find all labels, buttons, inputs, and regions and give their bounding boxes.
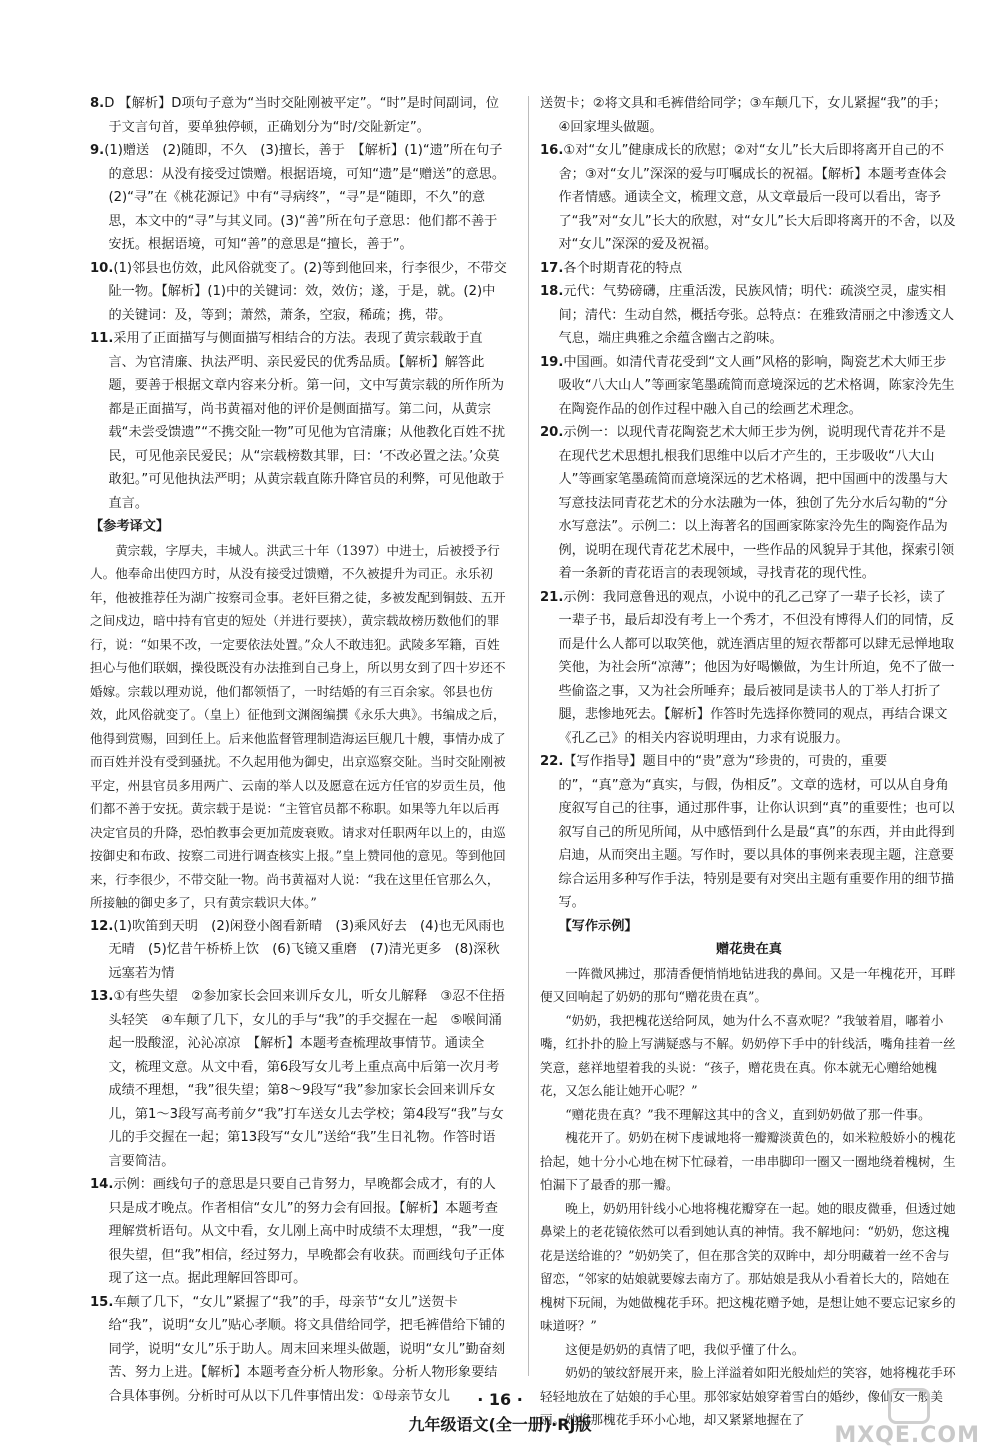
- page-footer: 九年级语文(全一册)·RJ版: [408, 1415, 592, 1434]
- answer-text: (1)赠送 (2)随即，不久 (3)擅长，善于 【解析】(1)“遗”所在句子的意思：从没有接受过馈赠。根据语境，可知“遗”是“赠送”的意思。(2)“寻”在《桃花源记》中有“寻病终”，“寻”是“随即，不久”的意思，本文中的“寻”与其义同。(3)“善”所在句子意思：他们都不善于安抚。根据语境，可知“善”的意思是“擅长，善于”。: [104, 143, 506, 252]
- answer-item: [90, 327, 508, 515]
- answer-number: 20.: [540, 425, 564, 440]
- answer-number: 11.: [90, 331, 114, 346]
- answer-text: 示例：画线句子的意思是只要自己肯努力，早晚都会成才，有的人只是成才晚点。作者相信“女儿”的努力会有回报。【解析】本题考查理解赏析语句。从文中看，女儿刚上高中时成绩不太理想，“我”一度很失望，但“我”相信，经过努力，早晚都会有收获。而画线句子正体现了这一点。据此理解回答即可。: [108, 1177, 505, 1286]
- answer-number: 14.: [90, 1177, 114, 1192]
- reference-translation-label: 【参考译文】: [90, 519, 170, 534]
- essay-paragraph: “奶奶，我把槐花送给阿凤，她为什么不喜欢呢？”我皱着眉，嘟着小嘴，红扑扑的脸上写满疑惑与不解。奶奶停下手中的针线活，嘴角挂着一丝笑意，慈祥地望着我的头说：“孩子，赠花贵在真。你本就无心赠给她槐花，又怎么能让她开心呢？”: [540, 1012, 956, 1098]
- essay-paragraph: “赠花贵在真？”我不理解这其中的含义，直到奶奶做了那一件事。: [565, 1106, 931, 1122]
- answer-number: 21.: [540, 589, 564, 605]
- answer-number: 19.: [540, 354, 564, 370]
- left-column: [90, 92, 508, 1408]
- essay-paragraph: 这便是奶奶的真情了吧，我似乎懂了什么。: [565, 1341, 805, 1357]
- answer-item: [540, 257, 958, 281]
- watermark-logo-icon: [888, 1388, 930, 1424]
- reference-translation: 黄宗载，字厚夫，丰城人。洪武三十年（1397）中进士，后被授予行人。他奉命出使四方时，从没有接受过馈赠，不久被提升为司正。永乐初年，他被推荐任为湖广按察司佥事。老奸巨猾之徒，多被发配到铜鼓、五开之间戍边，暗中持有官吏的短处（并进行要挟），黄宗载故榜历数他们的罪行，说：“如果不改，一定要依法处置。”众人不敢违犯。武陵多军籍，百姓担心与他们联姻，操役既没有办法推到自己身上，所以男女到了四十岁还不婚嫁。宗载以理劝说，他们都领悟了，一时结婚的有三百余家。邻县也仿效，此风俗就变了。（皇上）征他到文渊阁编撰《永乐大典》。书编成之后，他得到赏赐，回到任上。后来他监督管理制造海运巨舰几十艘，事情办成了而百姓并没有受到骚扰。不久起用他为御史，出京巡察交阯。当时交阯刚被平定，州县官员多用两广、云南的举人以及愿意在远方任官的岁贡生员，他们都不善于安抚。黄宗载于是说：“主管官员都不称职。如果等九年以后再决定官员的升降，恐怕教事会更加荒废衰败。请求对任职两年以上的，由巡按御史和布政、按察二司进行调查核实上报。”皇上赞同他的意见。等到他回来，行李很少，不带交阯一物。尚书黄福对人说：“我在这里任官那么久，所接触的御史多了，只有黄宗载识大体。”: [90, 542, 506, 910]
- right-column: [540, 92, 958, 1432]
- answer-item: [90, 1173, 508, 1291]
- answer-number: 17.: [540, 260, 564, 276]
- answer-number: 18.: [540, 284, 564, 299]
- essay-paragraph: 晚上，奶奶用针线小心地将槐花瓣穿在一起。她的眼皮微垂，但透过她鼻梁上的老花镜依然可以看到她认真的神情。我不解地问：“奶奶，您这槐花是送给谁的？”奶奶笑了，但在那含笑的双眸中，却分明藏着一丝不舍与留恋，“邻家的姑娘就要嫁去南方了。那姑娘是我从小看着长大的，陪她在槐树下玩闹，为她做槐花手环。把这槐花赠予她，是想让她不要忘记家乡的味道呀？”: [540, 1200, 956, 1333]
- watermark: [800, 1386, 980, 1448]
- essay-paragraph: 槐花开了。奶奶在树下虔诚地将一瓣瓣淡黄色的，如米粒般娇小的槐花拾起，她十分小心地在树下忙碌着，一串串脚印一圈又一圈地绕着槐树，生怕漏下了最香的那一瓣。: [540, 1130, 956, 1192]
- essay-paragraph: 一阵微风拂过，那清香便悄悄地钻进我的鼻间。又是一年槐花开，耳畔便又回响起了奶奶的那句“赠花贵在真”。: [540, 965, 956, 1004]
- answer-number: 12.: [90, 918, 114, 934]
- answer-text: 示例：我同意鲁迅的观点，小说中的孔乙己穿了一辈子长衫，读了一辈子书，最后却没有考上一个秀才，不但没有博得人们的同情，反而是什么人都可以取笑他，就连酒店里的短衣帮都可以肆无忌惮地取笑他，为社会所“凉薄”；他因为好喝懒做，为生计所迫，免不了做一些偷盗之事，又为社会所唾弃；最后被同是读书人的丁举人打折了腿，悲惨地死去。【解析】作答时先选择你赞同的观点，再结合课文《孔乙己》的相关内容说明理由，力求有说服力。: [558, 589, 955, 746]
- answer-text: 送贺卡；②将文具和毛裤借给同学；③车颠几下，女儿紧握“我”的手；④回家埋头做题。: [540, 96, 947, 135]
- answer-item: [90, 985, 508, 1173]
- answer-number: 10.: [90, 260, 114, 276]
- answer-text: 采用了正面描写与侧面描写相结合的方法。表现了黄宗载敢于直言、为官清廉、执法严明、亲民爱民的优秀品质。【解析】解答此题，要善于根据文章内容来分析。第一问，文中写黄宗载的所作所为都是正面描写，尚书黄福对他的评价是侧面描写。第二问，从黄宗载“未尝受馈遗”“不携交阯一物”可见他为官清廉；从他教化百姓不扰民，可见他亲民爱民；从“宗载榜数其罪，曰：‘不改必置之法。’众莫敢犯。”可见他执法严明；从黄宗载直陈升降官员的利弊，可见他敢于直言。: [108, 331, 506, 511]
- answer-item: [540, 92, 958, 139]
- answer-text: 中国画。如清代青花受到“文人画”风格的影响，陶瓷艺术大师王步吸收“八大山人”等画家笔墨疏简而意境深远的艺术格调，陈家泠先生在陶瓷作品的创作过程中融入自己的绘画艺术理念。: [558, 354, 955, 417]
- essay-paragraph: 奶奶的皱纹舒展开来，脸上洋溢着如阳光般灿烂的笑容，她将槐花手环轻轻地放在了姑娘的手心里。那邻家姑娘穿着雪白的婚纱，像仙女一般美丽。她将那槐花手环小心地，却又紧紧地握在了: [540, 1365, 956, 1427]
- answer-text: (1)邻县也仿效，此风俗就变了。(2)等到他回来，行李很少，不带交阯一物。【解析】(1)中的关键词：效，效仿；遂，于是，就。(2)中的关键词：及，等到；萧然，萧条，空寂，稀疏；携，带。: [108, 260, 507, 323]
- answer-item: [90, 915, 508, 986]
- answer-text: ①对“女儿”健康成长的欣慰；②对“女儿”长大后即将离开自己的不舍；③对“女儿”深深的爱与叮嘱成长的祝福。【解析】本题考查体会作者情感。通读全文，梳理文意，从文章最后一段可以看出，寄予了“我”对“女儿”长大的欣慰，对“女儿”长大后即将离开的不舍，以及对“女儿”深深的爱及祝福。: [558, 143, 956, 252]
- answer-item: [540, 750, 958, 915]
- answer-number: 8.: [90, 96, 105, 111]
- answer-item: [540, 351, 958, 422]
- answer-number: 16.: [540, 143, 564, 158]
- answer-text: ①有些失望 ②参加家长会回来训斥女儿，听女儿解释 ③忍不住捂头轻笑 ④车颠了几下，女儿的手与“我”的手交握在一起 ⑤喉间涌起一股酸涩，沁沁凉凉 【解析】本题考查梳理故事情节。通读全文，梳理文意。从文中看，第6段写女儿考上重点高中后第一次月考成绩不理想，“我”很失望；第8～9段写“我”参加家长会回来训斥女儿，第1～3段写高考前夕“我”打车送女儿去学校；第4段写“我”与女儿的手交握在一起；第13段写“女儿”送给“我”生日礼物。作答时语言要简洁。: [108, 989, 505, 1169]
- answer-text: 各个时期青花的特点: [563, 260, 683, 276]
- answer-text: 元代：气势磅礴，庄重活泼，民族风情；明代：疏淡空灵，虚实相间；清代：生动自然，概括夸张。总特点：在雅致清丽之中渗透文人气息，端庄典雅之余蕴含幽古之韵味。: [558, 284, 955, 346]
- page-number: · 16 ·: [477, 1390, 523, 1409]
- answer-item: [90, 92, 508, 139]
- answer-text: 示例一：以现代青花陶瓷艺术大师王步为例，说明现代青花并不是在现代艺术思想扎根我们思维中以后才产生的，王步吸收“八大山人”等画家笔墨疏简而意境深远的艺术格调，把中国画中的泼墨与大写意技法同青花艺术的分水法融为一体，独创了先分水后勾勒的“分水写意法”。示例二：以上海著名的国画家陈家泠先生的陶瓷作品为例，说明在现代青花艺术展中，一些作品的风貌异于其他，探索引领着一条新的青花语言的表现领域，寻找青花的现代性。: [558, 425, 955, 581]
- answer-item: [540, 139, 958, 257]
- answer-item: [90, 257, 508, 328]
- answer-number: 13.: [90, 989, 114, 1004]
- answer-text: 车颠了几下，“女儿”紧握了“我”的手，母亲节“女儿”送贺卡给“我”，说明“女儿”贴心孝顺。将文具借给同学，把毛裤借给下铺的同学，说明“女儿”乐于助人。周末回来埋头做题，说明“女儿”勤奋刻苦、努力上进。【解析】本题考查分析人物形象。分析人物形象要结合具体事例。分析时可从以下几件事情出发：①母亲节女儿: [108, 1294, 506, 1404]
- column-divider: [528, 96, 529, 1376]
- essay-body: [540, 962, 958, 1432]
- answer-number: 15.: [90, 1294, 114, 1310]
- essay-title: 赠花贵在真: [716, 942, 782, 957]
- answer-text: (1)吹笛到天明 (2)闲登小阁看新晴 (3)乘风好去 (4)也无风雨也无晴 (5)忆昔午桥桥上饮 (6)飞镜又重磨 (7)清光更多 (8)深秋远塞若为情: [108, 918, 505, 981]
- answer-number: 9.: [90, 143, 105, 158]
- answer-item: [540, 586, 958, 751]
- answer-item: [90, 139, 508, 257]
- watermark-text: MXQE.COM: [834, 1423, 980, 1448]
- answer-text: 【写作指导】题目中的“贵”意为“珍贵的，可贵的，重要的”，“真”意为“真实，与假，伪相反”。文章的选材，可以从自身角度叙写自己的往事，通过那件事，让你认识到“真”的重要性；也可以叙写自己的所见所闻，从中感悟到什么是最“真”的东西，并由此得到启迪，从而突出主题。写作时，要以具体的事例来表现主题，注意要综合运用多种写作手法，特别是要有对突出主题有重要作用的细节描写。: [558, 754, 955, 910]
- answer-item: [540, 421, 958, 586]
- answer-number: 22.: [540, 754, 564, 769]
- answer-text: D 【解析】D项句子意为“当时交阯刚被平定”。“时”是时间副词，位于文言句首，要单独停顿，正确划分为“时/交阯新定”。: [104, 96, 499, 135]
- answer-item: [540, 280, 958, 351]
- writing-example-label: 【写作示例】: [558, 918, 638, 934]
